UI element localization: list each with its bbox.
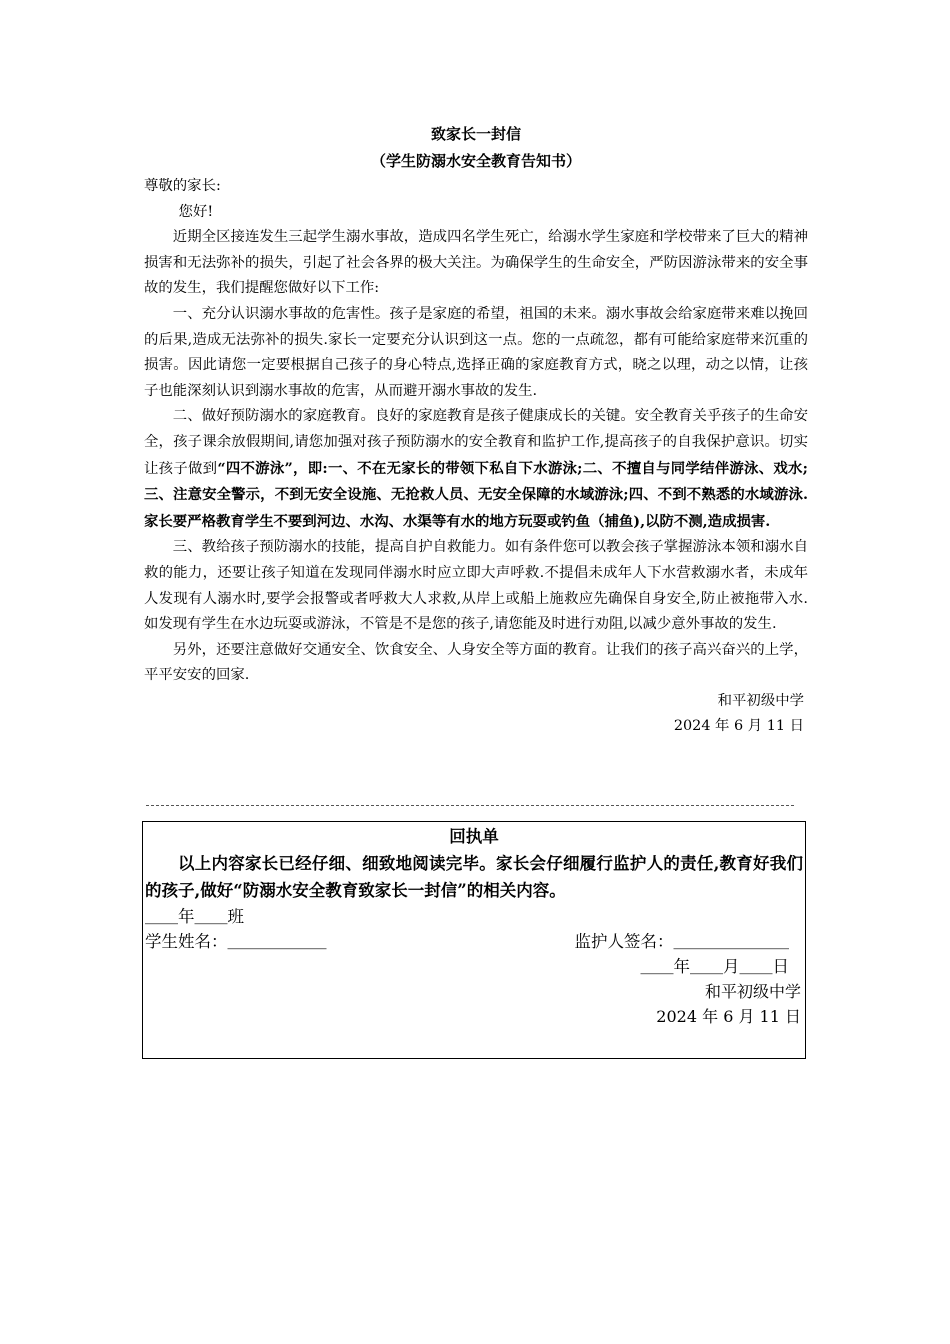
school-name: 和平初级中学 — [717, 692, 804, 709]
receipt-school-name: 和平初级中学 — [704, 982, 801, 1001]
point-three-paragraph: 三、教给孩子预防溺水的技能，提高自护自救能力。如有条件您可以教会孩子掌握游泳本领和溺水自救的能力，还要让孩子知道在发现同伴溺水时应立即大声呼救.不提倡未成年人下水营救溺水者，未成年人发现有人溺水时,要学会报警或者呼救大人求救,从岸上或船上施救应先确保自身安全,防止被拖带入水.如发现有学生在水边玩耍或游泳，不管是不是您的孩子,请您能及时进行劝阻,以减少意外事故的发生. — [144, 539, 808, 633]
intro-paragraph: 近期全区接连发生三起学生溺水事故，造成四名学生死亡，给溺水学生家庭和学校带来了巨大的精神损害和无法弥补的损失，引起了社会各界的极大关注。为确保学生的生命安全，严防因游泳带来的安全事故的发生，我们提醒您做好以下工作: — [144, 229, 808, 297]
sign-date-field[interactable]: ＿＿年＿＿月＿＿日 — [640, 957, 789, 976]
point-two-paragraph — [144, 404, 808, 535]
date-row — [145, 954, 803, 979]
cut-line — [146, 805, 794, 806]
receipt-statement: 以上内容家长已经仔细、细致地阅读完毕。家长会仔细履行监护人的责任,教育好我们的孩子,做好“防溺水安全教育致家长一封信”的相关内容。 — [145, 854, 803, 900]
signature-row — [145, 929, 803, 954]
letter-date: 2024 年 6 月 11 日 — [673, 718, 804, 735]
four-no-swim-rules: “四不游泳”，即:一、不在无家长的带领下私自下水游泳;二、不擅自与同学结伴游泳、戏水;三、注意安全警示，不到无安全设施、无抢救人员、无安全保障的水域游泳;四、不到不熟悉的水域游泳.家长要严格教育学生不要到河边、水沟、水渠等有水的地方玩耍或钓鱼（捕鱼),以防不测,造成损害. — [144, 459, 808, 530]
letter — [144, 118, 808, 740]
guardian-signature-field[interactable]: 监护人签名：＿＿＿＿＿＿＿ — [574, 932, 789, 951]
student-name-field[interactable]: 学生姓名：＿＿＿＿＿＿ — [145, 932, 327, 951]
point-two-text: 二、做好预防溺水的家庭教育。良好的家庭教育是孩子健康成长的关键。安全教育关乎孩子的生命安全，孩子课余放假期间,请您加强对孩子预防溺水的安全教育和监护工作,提高孩子的自我保护意识。切实让孩子做到 — [144, 408, 808, 477]
salutation: 尊敬的家长: — [144, 178, 221, 194]
closing-paragraph: 另外，还要注意做好交通安全、饮食安全、人身安全等方面的教育。让我们的孩子高兴奋兴的上学，平平安安的回家. — [144, 641, 808, 684]
receipt-form — [142, 821, 806, 1059]
letter-subtitle: （学生防溺水安全教育告知书） — [370, 152, 581, 170]
class-blank[interactable]: ＿＿年＿＿班 — [145, 907, 244, 926]
greeting: 您好! — [178, 203, 214, 220]
letter-title: 致家长一封信 — [430, 125, 521, 143]
receipt-title: 回执单 — [449, 827, 499, 846]
point-one-paragraph: 一、充分认识溺水事故的危害性。孩子是家庭的希望，祖国的未来。溺水事故会给家庭带来难以挽回的后果,造成无法弥补的损失.家长一定要充分认识到这一点。您的一点疏忽，都有可能给家庭带来沉重的损害。因此请您一定要根据自己孩子的身心特点,选择正确的家庭教育方式，晓之以理，动之以情，让孩子也能深刻认识到溺水事故的危害，从而避开溺水事故的发生. — [144, 305, 808, 399]
receipt-date: 2024 年 6 月 11 日 — [656, 1007, 801, 1026]
